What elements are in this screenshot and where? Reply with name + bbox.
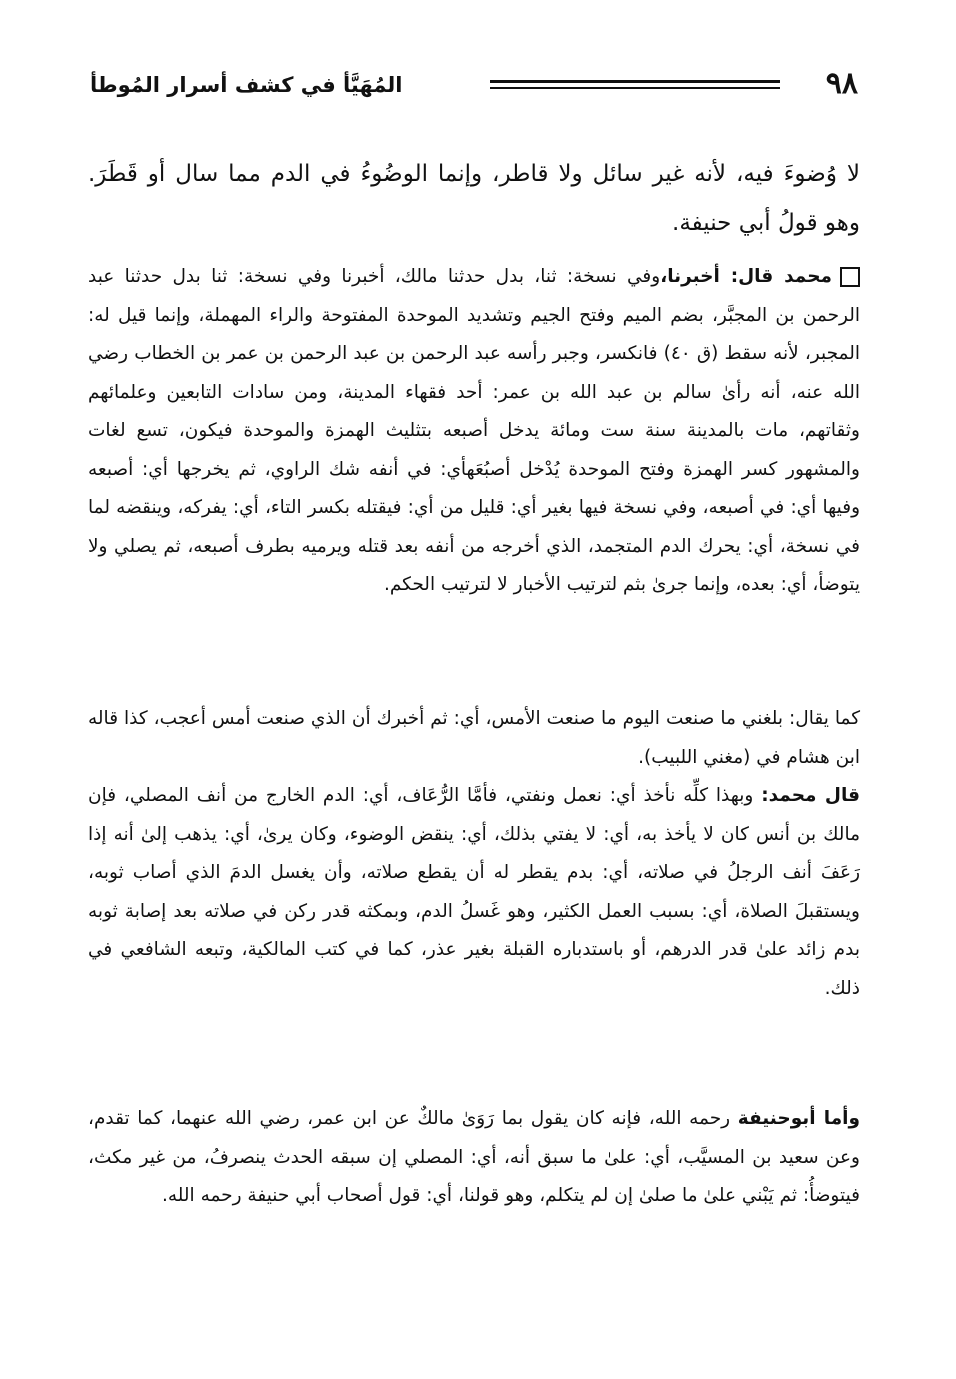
header-rule [490, 80, 780, 83]
paragraph-4-text: وبهذا كلِّه نأخذ أي: نعمل ونفتي، فأمَّا الرُّعَاف، أي: الدم الخارج من أنف المصلي، فإن مالك بن أنس كان لا يأخذ به، أي: لا يفتي بذلك، أي: ينقض الوضوء، وكان يرىٰ، أي: يذهب إلىٰ أنه إذا رَعَفَ أنف الرجلُ في صلاته، أي: بدم يقطر له أن يقطع صلاته، وأن يغسل الدمَ الذي أصاب ثوبه، ويستقبلَ الصلاة، أي: بسبب العمل الكثير، وهو غَسلُ الدم، وبمكثه قدر ركن في صلاته بعد إصابة ثوبه بدم زائد علىٰ قدر الدرهم، أو باستدباره القبلة بغير عذر، كما في كتب المالكية، وتبعه الشافعي في ذلك. [88, 785, 860, 999]
section-marker-icon [840, 267, 860, 287]
paragraph-1: لا وُضوءَ فيه، لأنه غير سائل ولا قاطر، وإنما الوضُوءُ في الدم مما سال أو قَطَرَ. وهو قولُ أبي حنيفة. [88, 161, 860, 236]
paragraph-5-text: رحمه الله، فإنه كان يقول بما رَوَىٰ مالكٌ عن ابن عمر، رضي الله عنهما، كما تقدم، وعن سعيد بن المسيَّب، أي: علىٰ ما سبق أنه، أي: المصلي إن سبقه الحدث ينصرفُ، من غير مكث، فيتوضأُ: ثم يَبْني علىٰ ما صلىٰ إن لم يتكلم، وهو قولنا، أي: قول أصحاب أبي حنيفة رحمه الله. [88, 1108, 860, 1206]
page-number: ٩٨ [825, 66, 858, 101]
paragraph-4-lead: قال محمد: [761, 785, 860, 806]
paragraph-5 [88, 1100, 860, 1216]
paragraph-4 [88, 777, 860, 1008]
page-header [90, 66, 858, 110]
running-title: المُهَيَّأ في كشف أسرار المُوطأ [90, 73, 403, 97]
paragraph-2 [88, 258, 860, 605]
paragraph-2-text: وفي نسخة: ثنا، بدل حدثنا مالك، أخبرنا وفي نسخة: ثنا بدل حدثنا عبد الرحمن بن المجبَّر، بضم الميم وفتح الجيم وتشديد الموحدة المفتوحة والراء المهملة، وإنما قيل له: المجبر، لأنه سقط (ق ٤٠) فانكسر، وجبر رأسه عبد الرحمن بن عبد الرحمن بن عمر بن الخطاب رضي الله عنه، أنه رأىٰ سالم بن عبد الله بن عمر: أحد فقهاء المدينة، ومن سادات التابعين وعلمائهم وثقاتهم، مات بالمدينة سنة ست ومائة يدخل أصبعه بتثليث الهمزة والموحدة فيكون، تسع لغات والمشهور كسر الهمزة وفتح الموحدة يُدْخل أصبُعَهأي: في أنفه شك الراوي، ثم يخرجها أي: أصبعه وفيها أي: في أصبعه، وفي نسخة فيها بغير أي: قليل من أي: فيقتله بكسر التاء، أي: يفركه، وينقضه لما في نسخة، أي: يحرك الدم المتجمد، الذي أخرجه من أنفه بعد قتله ويرميه بطرف أصبعه، ثم يصلي ولا يتوضأ، أي: بعده، وإنما جرىٰ بثم لترتيب الأخبار لا لترتيب الحكم. [88, 266, 860, 595]
paragraph-2-lead: محمد قال: أخبرنا، [660, 266, 832, 287]
paragraph-5-lead: وأما أبوحنيفة [737, 1108, 860, 1129]
header-rule-double [490, 87, 780, 89]
paragraph-3: كما يقال: بلغني ما صنعت اليوم ما صنعت الأمس، أي: ثم أخبرك أن الذي صنعت أمس أعجب، كذا قاله ابن هشام في (مغني اللبيب). [88, 708, 860, 768]
